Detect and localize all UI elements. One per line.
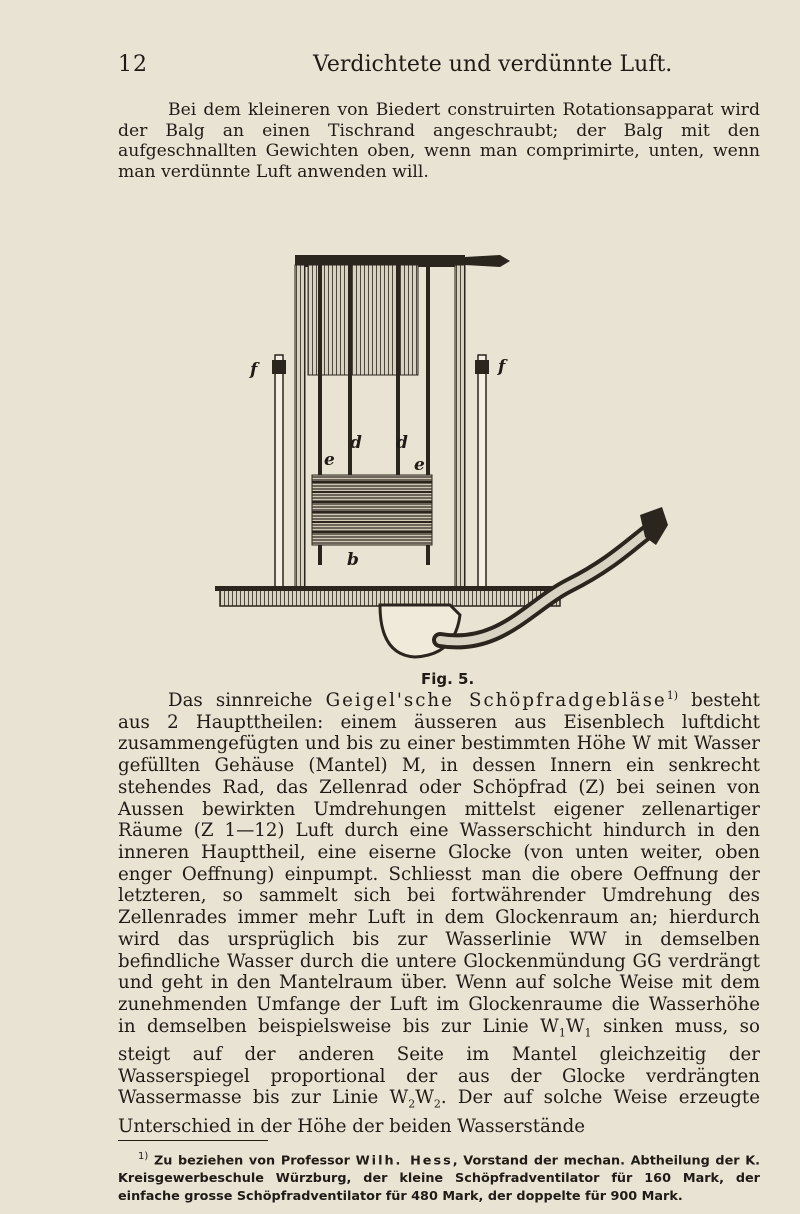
label-b: b (347, 550, 359, 570)
clamp-right (475, 360, 489, 374)
paragraph-rotation-apparatus: Bei dem kleineren von Biedert construirten Rotationsapparat wird der Balg an einen Tischrand angeschraubt; der Balg mit den aufgeschnallten Gewichten oben, wenn man comprimirte, unten, wenn man verdünnte Luft anwenden will. (118, 100, 760, 183)
p2-w2a: W (389, 1087, 409, 1109)
p2-start: Das sinnreiche (168, 690, 313, 712)
p2-w2b: W (415, 1087, 434, 1109)
tube-left (275, 355, 283, 595)
footnote-text-a: Zu beziehen von Professor (153, 1153, 350, 1169)
bellows-drawing (200, 245, 680, 665)
base-top-edge (215, 586, 565, 591)
label-f-left: f (250, 360, 258, 380)
label-e-right: e (414, 455, 425, 475)
p2-footnote-number: 1 (666, 689, 674, 702)
p2-text-b: sinken muss, so steigt auf der anderen Seite im Mantel gleichzeitig der Wasserspiegel proportional der aus der Glocke verdrängten Wassermasse bis zur Linie (118, 1015, 760, 1109)
p2-w1a: W (540, 1015, 559, 1037)
footnote-marker: 1) (138, 1151, 149, 1162)
p2-name: Geigel'sche Schöpfradgebläse (325, 690, 667, 712)
p2-w1b: W (565, 1015, 585, 1037)
footnote (118, 1148, 760, 1206)
upper-guide-block (308, 265, 418, 375)
footnote-rule (118, 1140, 268, 1141)
p2-w1-sub-b: 1 (584, 1026, 592, 1040)
running-title: Verdichtete und verdünnte Luft. (313, 52, 673, 77)
p2-w2-sub-b: 2 (433, 1098, 441, 1111)
p2-footnote-marker: 1) (666, 689, 678, 702)
page-number: 12 (118, 52, 148, 77)
footnote-number: 1 (138, 1151, 145, 1162)
p2-w2-sub-a: 2 (408, 1098, 416, 1111)
label-e-left: e (324, 450, 335, 470)
figure-caption: Fig. 5. (421, 670, 475, 688)
right-post (455, 265, 465, 595)
label-d-left: d (350, 433, 362, 453)
paragraph-geigel-blower (118, 685, 760, 1137)
left-post (295, 265, 305, 595)
bellows-bag (380, 605, 460, 657)
bellows-folds (312, 475, 432, 545)
label-d-right: d (396, 433, 408, 453)
label-f-right: f (498, 357, 506, 377)
tube-right (478, 355, 486, 595)
p2-text-a: besteht aus 2 Haupttheilen: einem äusseren aus Eisenblech luftdicht zusammengefügten und bis zu einer bestimmten Höhe W mit Wasser gefüllten Gehäuse (Mantel) M, in dessen Innern ein senkrecht stehendes Rad, das Zellenrad oder Schöpfrad (Z) bei seinen von Aussen bewirkten Umdrehungen mittelst eigener zellenartiger Räume (Z 1—12) Luft durch eine Wasserschicht hindurch in den inneren Haupttheil, eine eiserne Glocke (von unten weiter, oben enger Oeffnung) einpumpt. Schliesst man die obere Oeffnung der letzteren, so sammelt sich bei fortwährender Umdrehung des Zellenrades immer mehr Luft in dem Glockenraum an; hierdurch wird das ursprüglich bis zur Wasserlinie WW in demselben befindliche Wasser durch die untere Glockenmündung GG verdrängt und geht in den Mantelraum über. Wenn auf solche Weise mit dem zunehmenden Umfange der Luft im Glockenraume die Wasserhöhe in demselben beispielsweise bis zur Linie (118, 690, 760, 1037)
clamp-left (272, 360, 286, 374)
figure-bellows-illustration (200, 245, 680, 665)
footnote-name: Wilh. Hess (355, 1153, 453, 1169)
running-head (118, 52, 758, 86)
p2-text-c: . Der auf solche Weise erzeugte Unterschied in der Höhe der beiden Wasserstände (118, 1087, 760, 1137)
p2-w1-sub-a: 1 (558, 1026, 566, 1040)
footnote-text-b: , Vorstand der mechan. Abtheilung der K. Kreisgewerbeschule Würzburg, der kleine Schöpfradventilator für 160 Mark, der einfache grosse Schöpfradventilator für 480 Mark, der doppelte für 900 Mark. (118, 1153, 760, 1205)
hose-outer (440, 530, 650, 641)
top-nozzle (465, 255, 510, 267)
